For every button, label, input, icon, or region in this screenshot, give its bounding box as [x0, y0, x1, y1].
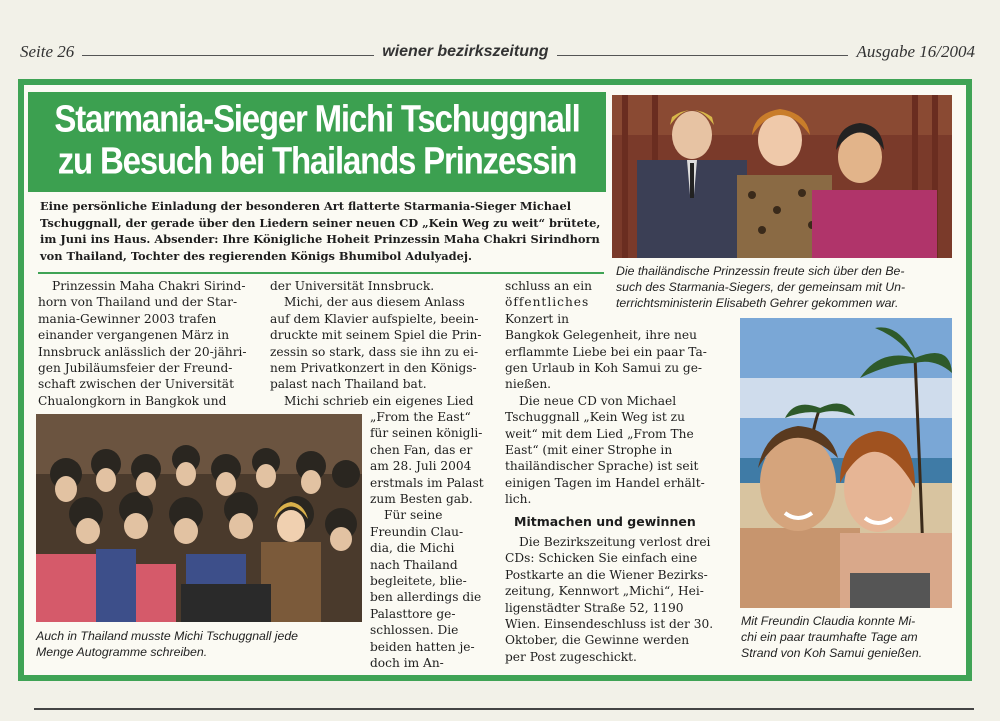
subheading: Mitmachen und gewinnen [514, 514, 696, 529]
text-line: am 28. Juli 2004 [370, 459, 472, 474]
caption-line: Auch in Thailand musste Michi Tschuggnall jede [36, 629, 299, 643]
column-2-narrow [370, 409, 495, 672]
text-line: gen Urlaub in Koh Samui zu ge- [505, 361, 703, 376]
newspaper-name: wiener bezirkszeitung [382, 43, 549, 60]
caption-line: Strand von Koh Samui genießen. [741, 646, 923, 660]
text-line: Chualongkorn in Bangkok und [38, 393, 227, 408]
text-line: doch im An- [370, 656, 444, 671]
header-rule [82, 55, 374, 56]
text-line: nach Thailand [370, 557, 458, 572]
photo-princess-visit [612, 95, 952, 258]
text-line: Freundin Clau- [370, 524, 464, 539]
text-line: Innsbruck anlässlich der 20-jähri- [38, 344, 247, 359]
text-line: Wien. Einsendeschluss ist der 30. [505, 617, 714, 632]
text-line: Oktober, die Gewinne werden [505, 633, 690, 648]
text-line: palast nach Thailand bat. [270, 377, 427, 392]
text-line: Postkarte an die Wiener Bezirks- [505, 567, 708, 582]
text-line: weit“ mit dem Lied „From The [505, 426, 694, 441]
text-line: zeitung, Kennwort „Michi“, Hei- [505, 584, 704, 599]
photo-beach [740, 318, 952, 608]
text-line: ligenstädter Straße 52, 1190 [505, 600, 684, 615]
text-line: horn von Thailand und der Star- [38, 295, 238, 310]
page-header [20, 40, 975, 64]
lead-line: Tschuggnall, der gerade über den Liedern seiner neuen CD „Kein Weg zu weit“ brütete, [40, 215, 601, 230]
headline-line: zu Besuch bei Thailands Prinzessin [57, 139, 577, 182]
column-3-contest [505, 534, 730, 665]
lead-paragraph [40, 198, 604, 264]
text-line: per Post zugeschickt. [505, 649, 637, 664]
caption-line: such des Starmania-Siegers, der gemeinsam mit Un- [616, 280, 906, 294]
text-line: begleitete, blie- [370, 574, 467, 589]
column-2 [270, 278, 495, 409]
text-line: Michi schrieb ein eigenes Lied [284, 393, 474, 408]
text-line: thailändischer Sprache) ist seit [505, 459, 699, 474]
text-line: gen Jubiläumsfeier der Freund- [38, 361, 233, 376]
text-line: Bangkok Gelegenheit, ihre neu [505, 328, 697, 343]
caption-line: Die thailändische Prinzessin freute sich über den Be- [616, 264, 905, 278]
text-line: für seinen königli- [370, 426, 483, 441]
text-line: öffentliches [505, 295, 590, 310]
caption-line: Mit Freundin Claudia konnte Mi- [741, 614, 916, 628]
text-line: Die Bezirkszeitung verlost drei [519, 535, 711, 549]
page-number: Seite 26 [20, 42, 75, 61]
text-line: erflammte Liebe bei ein paar Ta- [505, 344, 707, 359]
text-line: druckte mit seinem Spiel die Prin- [270, 328, 482, 343]
caption-bottom-right [741, 613, 966, 661]
column-3 [505, 278, 730, 508]
caption-line: chi ein paar traumhafte Tage am [741, 630, 918, 644]
lead-line: im Juni ins Haus. Absender: Ihre Königliche Hoheit Prinzessin Maha Chakri Sirindhorn [40, 232, 600, 246]
text-line: einigen Tagen im Handel erhält- [505, 475, 705, 490]
text-line: nießen. [505, 377, 552, 392]
text-line: erstmals im Palast [370, 475, 484, 490]
caption-line: terrichtsministerin Elisabeth Gehrer gekommen war. [616, 296, 899, 310]
lead-line: von Thailand, Tochter des regierenden Königs Bhumibol Adulyadej. [40, 248, 472, 263]
text-line: Für seine [384, 508, 443, 523]
text-line: zum Besten gab. [370, 492, 473, 507]
text-line: Prinzessin Maha Chakri Sirind- [52, 279, 246, 293]
text-line: dia, die Michi [370, 541, 455, 556]
text-line: Konzert in [505, 311, 569, 326]
caption-line: Menge Autogramme schreiben. [36, 645, 208, 659]
text-line: CDs: Schicken Sie einfach eine [505, 551, 698, 566]
column-1 [38, 278, 263, 409]
text-line: der Universität Innsbruck. [270, 279, 435, 293]
lead-line: Eine persönliche Einladung der besonderen Art flatterte Starmania-Sieger Michael [40, 199, 572, 213]
text-line: zessin so stark, dass sie ihn zu ei- [270, 344, 479, 359]
photo-autographs [36, 414, 362, 622]
text-line: Tschuggnall „Kein Weg ist zu [505, 410, 685, 425]
next-article-rule [34, 708, 974, 710]
text-line: East“ (mit einer Strophe in [505, 443, 673, 458]
text-line: schaft zwischen der Universität [38, 377, 234, 392]
text-line: lich. [505, 492, 532, 507]
text-line: Michi, der aus diesem Anlass [284, 295, 465, 310]
headline-box [28, 92, 606, 192]
text-line: mania-Gewinner 2003 trafen [38, 311, 217, 326]
text-line: nem Privatkonzert in den Königs- [270, 361, 477, 376]
lead-divider [38, 272, 604, 274]
text-line: Palasttore ge- [370, 606, 456, 621]
text-line: schluss an ein [505, 279, 593, 293]
text-line: beiden hatten je- [370, 639, 475, 654]
issue-number: Ausgabe 16/2004 [856, 42, 975, 61]
text-line: einander vergangenen März in [38, 328, 230, 343]
caption-bottom-left [36, 628, 366, 660]
text-line: auf dem Klavier aufspielte, beein- [270, 311, 479, 326]
header-rule [557, 55, 849, 56]
text-line: „From the East“ [370, 410, 471, 424]
text-line: ben allerdings die [370, 590, 482, 605]
text-line: chen Fan, das er [370, 442, 473, 457]
headline-line: Starmania-Sieger Michi Tschuggnall [54, 97, 580, 140]
text-line: Die neue CD von Michael [519, 393, 677, 408]
text-line: schlossen. Die [370, 623, 459, 638]
